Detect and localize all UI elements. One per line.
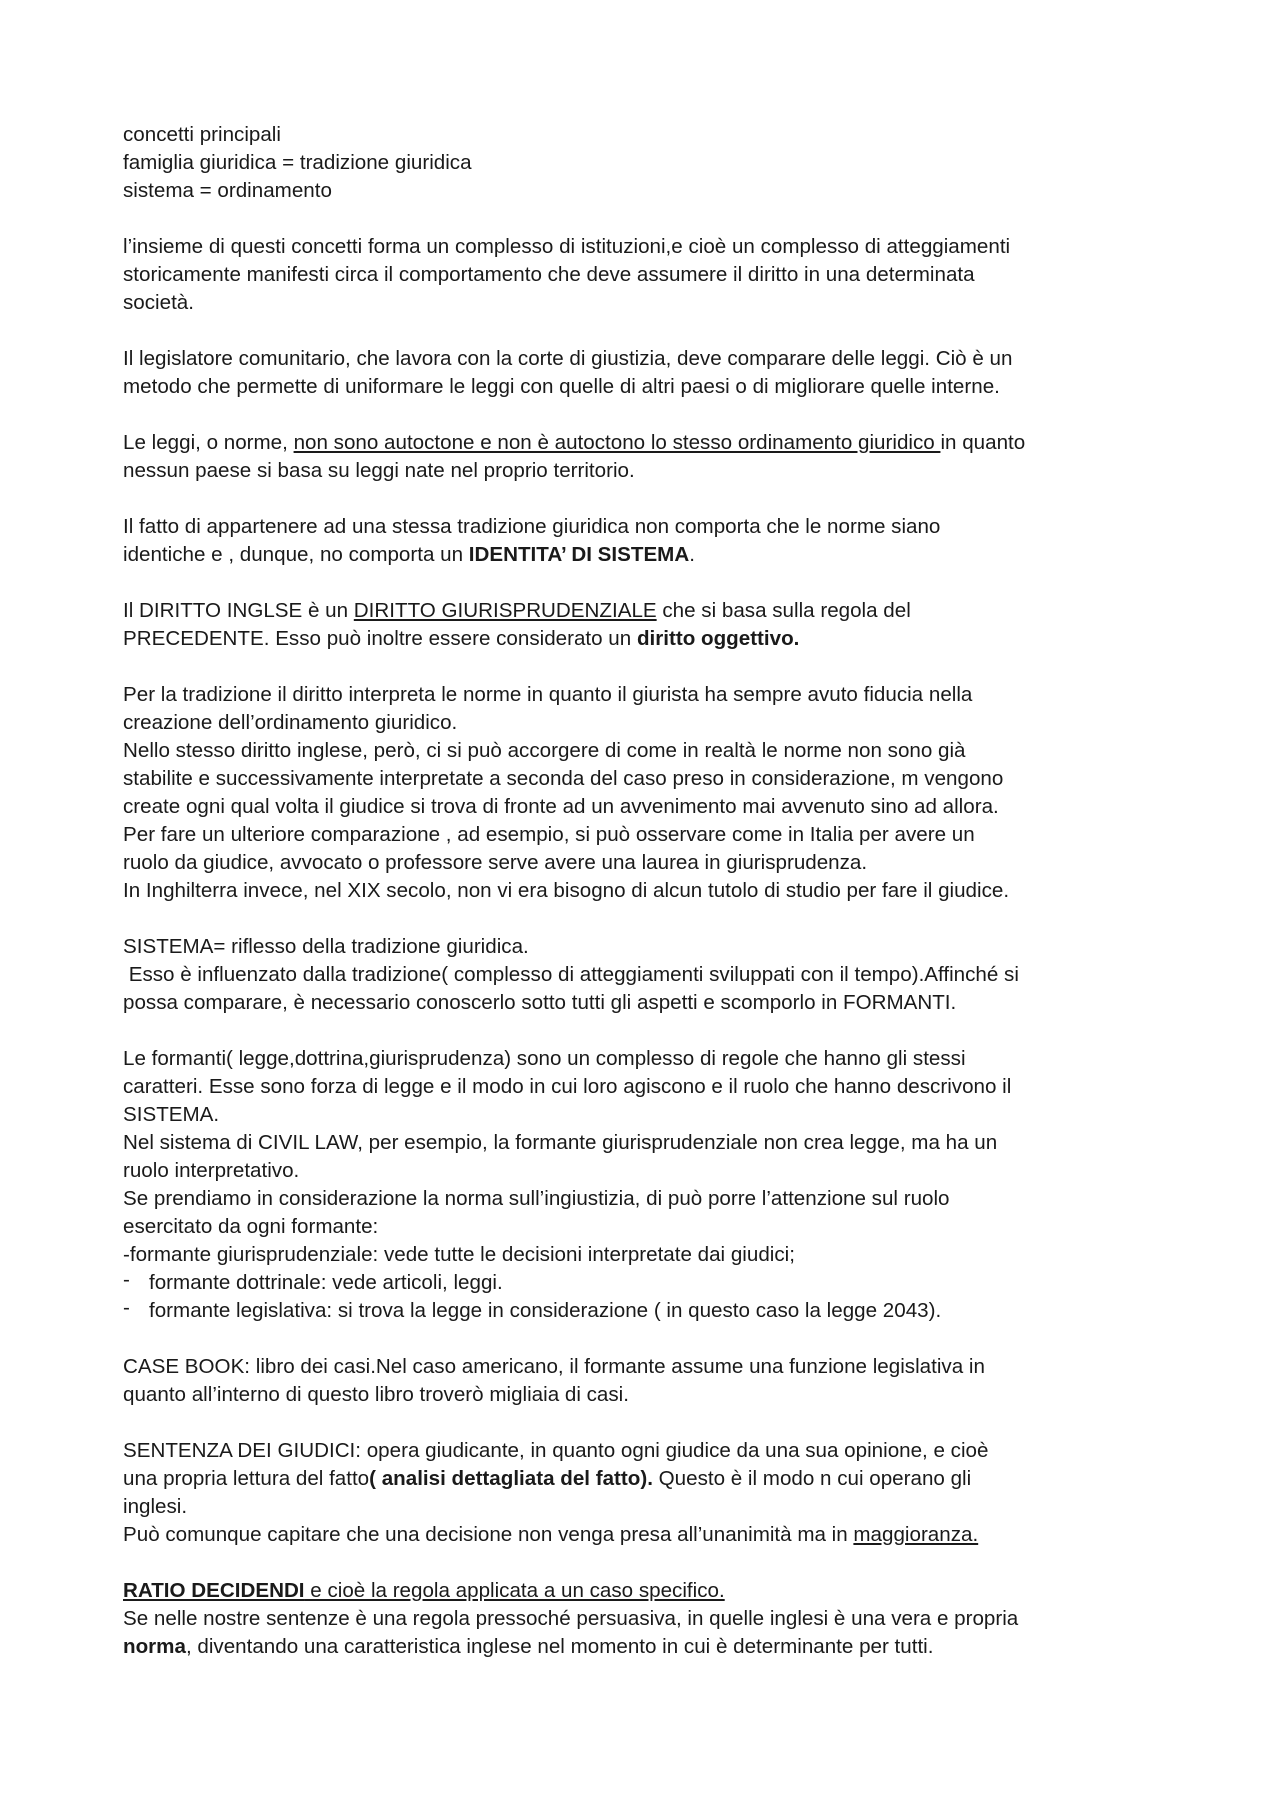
text-span: Le leggi, o norme,: [123, 431, 294, 454]
text-span: e cioè la regola applicata a un caso specifico.: [304, 1579, 725, 1602]
paragraph-legislatore: [123, 345, 1183, 401]
text-line: metodo che permette di uniformare le leggi con quelle di altri paesi o di migliorare quelle interne.: [123, 375, 1000, 398]
paragraph-ratio-decidendi: [123, 1577, 1183, 1661]
intro-line: famiglia giuridica = tradizione giuridica: [123, 151, 472, 174]
text-line: Per la tradizione il diritto interpreta le norme in quanto il giurista ha sempre avuto fiducia nella: [123, 683, 973, 706]
text-line: l’insieme di questi concetti forma un complesso di istituzioni,e cioè un complesso di atteggiamenti: [123, 235, 1011, 258]
text-line: Le formanti( legge,dottrina,giurisprudenza) sono un complesso di regole che hanno gli stessi: [123, 1047, 966, 1070]
text-line: -formante giurisprudenziale: vede tutte le decisioni interpretate dai giudici;: [123, 1243, 795, 1266]
bold-text: IDENTITA’ DI SISTEMA: [468, 543, 690, 566]
text-line: SISTEMA.: [123, 1103, 220, 1126]
text-span: , diventando una caratteristica inglese nel momento in cui è determinante per tutti.: [185, 1635, 934, 1658]
text-line: [123, 1577, 1183, 1605]
intro-line: concetti principali: [123, 123, 281, 146]
text-span: in quanto: [940, 431, 1026, 454]
text-line: Nel sistema di CIVIL LAW, per esempio, la formante giurisprudenziale non crea legge, ma ha un: [123, 1131, 998, 1154]
text-line: stabilite e successivamente interpretate a seconda del caso preso in considerazione, m vengono: [123, 767, 1004, 790]
underlined-text: maggioranza.: [853, 1523, 979, 1546]
text-line: Il fatto di appartenere ad una stessa tradizione giuridica non comporta che le norme siano: [123, 515, 941, 538]
text-line: ruolo da giudice, avvocato o professore serve avere una laurea in giurisprudenza.: [123, 851, 868, 874]
text-line: nessun paese si basa su leggi nate nel proprio territorio.: [123, 459, 635, 482]
intro-line: sistema = ordinamento: [123, 179, 332, 202]
text-line: [123, 1465, 1183, 1493]
list-item-text: formante legislativa: si trova la legge in considerazione ( in questo caso la legge 2043).: [149, 1299, 942, 1322]
paragraph-case-book: [123, 1353, 1183, 1409]
text-line: inglesi.: [123, 1495, 188, 1518]
text-span: .: [689, 543, 695, 566]
text-span: identiche e , dunque, no comporta un: [123, 543, 469, 566]
list-item: [123, 1269, 1183, 1297]
text-span: PRECEDENTE. Esso può inoltre essere considerato un: [123, 627, 637, 650]
text-line: create ogni qual volta il giudice si trova di fronte ad un avvenimento mai avvenuto sino ad allora.: [123, 795, 999, 818]
text-line: In Inghilterra invece, nel XIX secolo, non vi era bisogno di alcun tutolo di studio per fare il giudice.: [123, 879, 1010, 902]
underlined-text: non sono autoctone e non è autoctono lo stesso ordinamento giuridico: [293, 431, 941, 454]
text-line: Il legislatore comunitario, che lavora con la corte di giustizia, deve comparare delle leggi. Ciò è un: [123, 347, 1013, 370]
paragraph-leggi: [123, 429, 1183, 485]
text-line: Se prendiamo in considerazione la norma sull’ingiustizia, di può porre l’attenzione sul ruolo: [123, 1187, 950, 1210]
paragraph-diritto-inglese: [123, 597, 1183, 653]
paragraph-formanti: [123, 1045, 1183, 1325]
text-span: Il DIRITTO INGLSE è un: [123, 599, 354, 622]
paragraph-sentenza: [123, 1437, 1183, 1549]
text-line: [123, 429, 1183, 457]
text-line: [123, 541, 1183, 569]
paragraph-istituzioni: [123, 233, 1183, 317]
text-line: ruolo interpretativo.: [123, 1159, 300, 1182]
text-line: Se nelle nostre sentenze è una regola pressoché persuasiva, in quelle inglesi è una vera e propria: [123, 1607, 1019, 1630]
text-line: Esso è influenzato dalla tradizione( complesso di atteggiamenti sviluppati con il tempo).Affinché si: [123, 963, 1019, 986]
text-line: SISTEMA= riflesso della tradizione giuridica.: [123, 935, 529, 958]
text-line: possa comparare, è necessario conoscerlo sotto tutti gli aspetti e scomporlo in FORMANTI.: [123, 991, 957, 1014]
text-line: [123, 1633, 1183, 1661]
list-item: [123, 1297, 1183, 1325]
paragraph-interpretazione: [123, 681, 1183, 905]
bold-text: norma: [123, 1635, 186, 1658]
text-line: SENTENZA DEI GIUDICI: opera giudicante, in quanto ogni giudice da una sua opinione, e cioè: [123, 1439, 989, 1462]
bold-text: RATIO DECIDENDI: [123, 1579, 305, 1602]
text-line: caratteri. Esse sono forza di legge e il modo in cui loro agiscono e il ruolo che hanno descrivono il: [123, 1075, 1012, 1098]
document-page: [123, 121, 1183, 1661]
intro-block: [123, 121, 1183, 205]
text-line: [123, 625, 1183, 653]
dash-bullet: -: [123, 1268, 130, 1291]
paragraph-sistema: [123, 933, 1183, 1017]
list-item-text: formante dottrinale: vede articoli, leggi.: [149, 1271, 503, 1294]
text-line: creazione dell’ordinamento giuridico.: [123, 711, 458, 734]
paragraph-tradizione: [123, 513, 1183, 569]
text-line: quanto all’interno di questo libro troverò migliaia di casi.: [123, 1383, 629, 1406]
text-line: Nello stesso diritto inglese, però, ci si può accorgere di come in realtà le norme non sono già: [123, 739, 966, 762]
text-line: [123, 1521, 1183, 1549]
underlined-text: DIRITTO GIURISPRUDENZIALE: [353, 599, 657, 622]
text-line: società.: [123, 291, 194, 314]
text-line: [123, 597, 1183, 625]
text-span: Questo è il modo n cui operano gli: [652, 1467, 972, 1490]
text-line: Per fare un ulteriore comparazione , ad esempio, si può osservare come in Italia per avere un: [123, 823, 975, 846]
bold-text: ( analisi dettagliata del fatto).: [369, 1467, 653, 1490]
text-span: che si basa sulla regola del: [656, 599, 911, 622]
dash-bullet: -: [123, 1296, 130, 1319]
text-span: Può comunque capitare che una decisione non venga presa all’unanimità ma in: [123, 1523, 854, 1546]
underlined-text: [123, 1579, 725, 1602]
text-line: CASE BOOK: libro dei casi.Nel caso americano, il formante assume una funzione legislativa in: [123, 1355, 985, 1378]
text-span: una propria lettura del fatto: [123, 1467, 370, 1490]
text-line: esercitato da ogni formante:: [123, 1215, 379, 1238]
bold-text: diritto oggettivo.: [636, 627, 800, 650]
text-line: storicamente manifesti circa il comportamento che deve assumere il diritto in una determinata: [123, 263, 975, 286]
